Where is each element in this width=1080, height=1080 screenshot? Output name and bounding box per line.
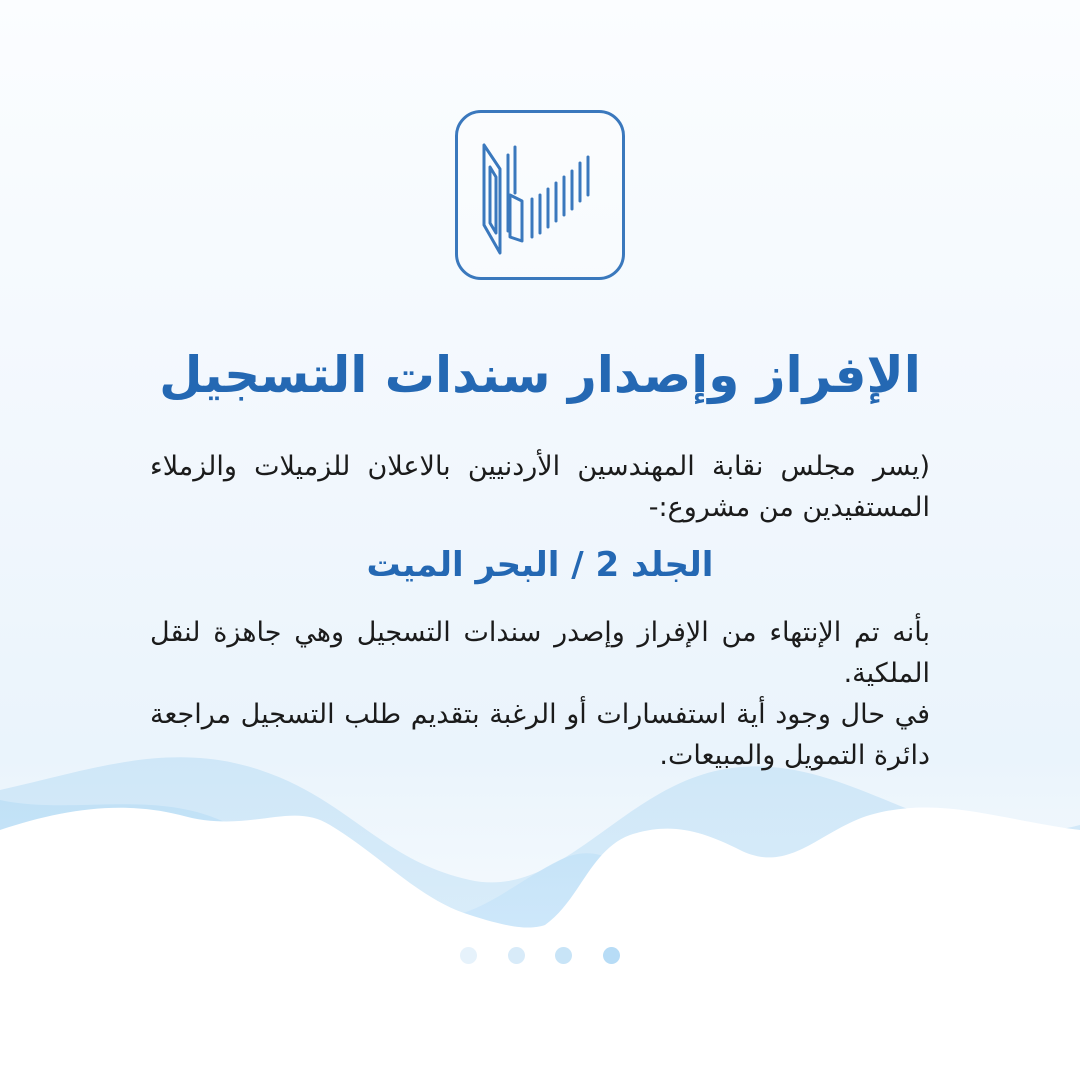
carousel-dot[interactable] [603,947,620,964]
carousel-dot[interactable] [555,947,572,964]
wave-front [0,807,1080,1080]
engineers-association-logo-icon [458,113,622,277]
body-text-1: بأنه تم الإنتهاء من الإفراز وإصدر سندات التسجيل وهي جاهزة لنقل الملكية. [150,617,930,689]
carousel-dot[interactable] [460,947,477,964]
body-text-2: في حال وجود أية استفسارات أو الرغبة بتقديم طلب التسجيل مراجعة دائرة التمويل والمبيعات. [150,699,930,771]
page-title: الإفراز وإصدار سندات التسجيل [159,346,921,404]
carousel-dot[interactable] [508,947,525,964]
logo [455,110,625,280]
project-title: الجلد 2 / البحر الميت [366,545,714,585]
intro-text: (يسر مجلس نقابة المهندسين الأردنيين بالاعلان للزميلات والزملاء المستفيدين من مشروع:- [150,451,930,523]
carousel-dots [460,945,620,965]
